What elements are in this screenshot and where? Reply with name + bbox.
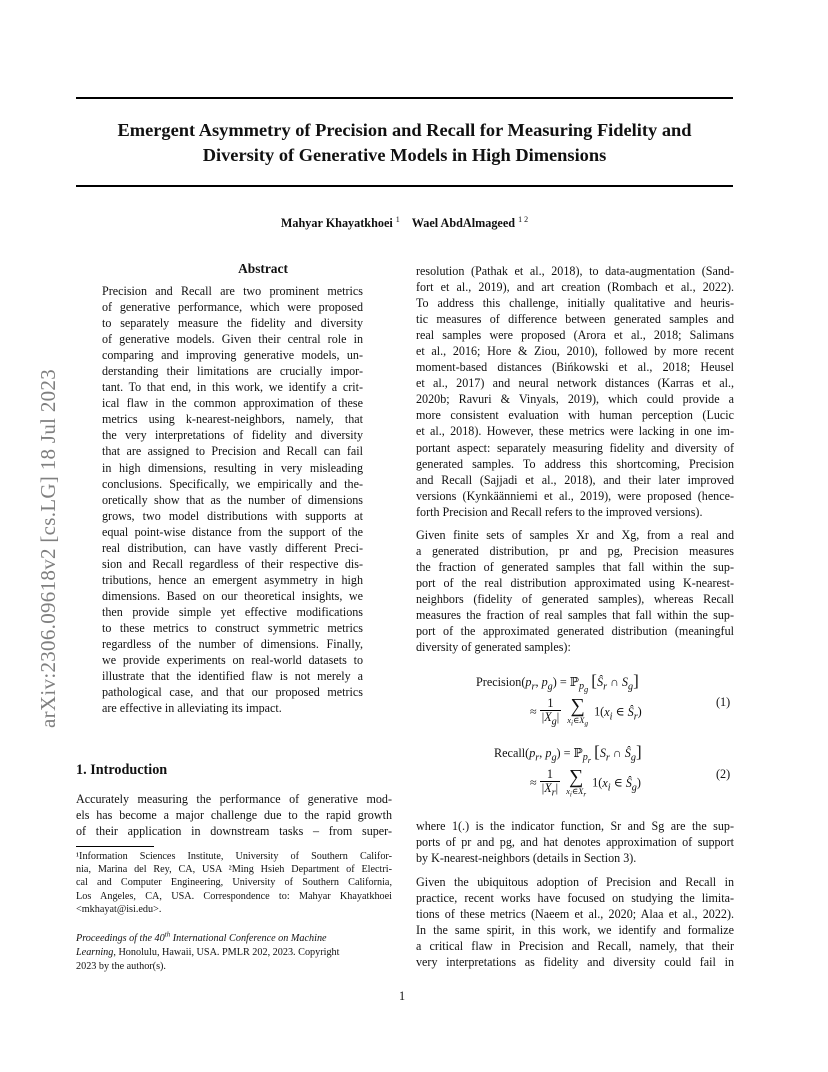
abstract-line: then provide simple yet effective modifications xyxy=(102,604,363,619)
abstract-line: tributions, hence an emergent asymmetry in high xyxy=(102,572,363,587)
abstract-line: pathological case, and that our proposed metrics xyxy=(102,685,363,700)
abstract-line: ical flaw in the common approximation of these xyxy=(102,396,363,411)
footnote-line: Los Angeles, CA, USA. Correspondence to: Mahyar Khayatkhoei xyxy=(76,890,392,902)
body-line: moment-based distances (Bińkowski et al., 2018; Heusel xyxy=(416,360,734,375)
intro-line: of their application in downstream tasks – from super- xyxy=(76,824,392,839)
top-rule xyxy=(76,97,733,99)
body-line: tions of these metrics (Naeem et al., 2020; Alaa et al., 2022). xyxy=(416,907,734,922)
body-line: fort et al., 2019), and art creation (Rombach et al., 2022). xyxy=(416,280,734,295)
footnote-line: ¹Information Sciences Institute, University of Southern Califor- xyxy=(76,851,392,862)
abstract-body xyxy=(102,283,363,716)
body-line: portant aspect: separately measuring fidelity and diversity of xyxy=(416,440,734,455)
footnote-line: cal and Computer Engineering, University of Southern California, xyxy=(76,877,392,889)
abstract-line: to separately measure the fidelity and diversity xyxy=(102,316,363,331)
abstract-line: sion and Recall regardless of their respective dis- xyxy=(102,556,363,571)
equation-number: (2) xyxy=(716,767,731,781)
author-affiliation: 1 2 xyxy=(518,215,529,224)
body-line: neighbors (fidelity of generated samples), whereas Recall xyxy=(416,591,734,606)
body-line: more consistent evaluation with human perception (Lucic xyxy=(416,408,734,423)
abstract-line: metrics using k-nearest-neighbors, namely, that xyxy=(102,412,363,427)
abstract-heading: Abstract xyxy=(238,261,288,276)
body-line: To address this challenge, initially qualitative and heuris- xyxy=(416,296,734,311)
proceedings-line: Learning, Honolulu, Hawaii, USA. PMLR 202, 2023. Copyright xyxy=(76,946,340,958)
abstract-line: derstanding their limitations are crucially impor- xyxy=(102,364,363,379)
abstract-line: dimensions. Based on our theoretical insights, we xyxy=(102,588,363,603)
right-column-text-after-eq xyxy=(416,818,734,866)
abstract-line: regardless of the number of dimensions. Finally, xyxy=(102,637,363,652)
abstract-line: Precision and Recall are two prominent metrics xyxy=(102,284,363,298)
body-line: et al., 2018). However, these metrics were lacking in one im- xyxy=(416,424,734,439)
abstract-line: conclusions. Specifically, we empirically and the- xyxy=(102,476,363,491)
abstract-line: real distribution, can have vastly different Preci- xyxy=(102,540,363,555)
abstract-line: we provide experiments on real-world datasets to xyxy=(102,653,363,668)
body-line: resolution (Pathak et al., 2018), to data-augmentation (Sand- xyxy=(416,264,734,278)
abstract-line: equal point-wise distance from the support of the xyxy=(102,524,363,539)
author-list xyxy=(76,215,733,231)
proceedings-line: Proceedings of the 40th International Conference on Machine xyxy=(76,931,327,945)
right-column-text xyxy=(416,263,734,655)
body-line: Given the ubiquitous adoption of Precision and Recall in xyxy=(416,875,734,889)
body-line: real samples were proposed (Arora et al., 2018; Salimans xyxy=(416,328,734,343)
equation-number: (1) xyxy=(716,695,731,709)
equation-recall: $Recall(p_r$, $p_g$) = ℙ$_{p_r}$ [$S_r$ ∩ $Ŝ_g$] xyxy=(494,742,642,766)
body-line: forth Precision and Recall refers to the improved versions). xyxy=(416,504,703,519)
body-line: very interpretations as fidelity and diversity could fail in xyxy=(416,955,734,970)
title-line: Emergent Asymmetry of Precision and Recall for Measuring Fidelity and xyxy=(117,120,692,140)
abstract-line: comparing and improving generative models, un- xyxy=(102,348,363,363)
intro-body xyxy=(76,791,392,839)
section-heading: 1. Introduction xyxy=(76,762,168,778)
abstract-line: in high dimensions, resulting in very misleading xyxy=(102,460,363,475)
bottom-title-rule xyxy=(76,185,733,187)
body-line: and Recall (Sajjadi et al., 2018), and their later improved xyxy=(416,472,734,487)
body-line: versions (Kynkäänniemi et al., 2019), were proposed (hence- xyxy=(416,488,734,503)
arxiv-identifier: arXiv:2306.09618v2 [cs.LG] 18 Jul 2023 xyxy=(36,368,60,728)
body-line: In the same spirit, in this work, we identify and formalize xyxy=(416,923,734,938)
proceedings-note xyxy=(76,929,392,973)
page-number: 1 xyxy=(399,989,406,1003)
abstract-line: tant. To that end, in this work, we identify a crit- xyxy=(102,380,363,395)
equation-precision-approx: ≈ $\frac{1}{|X_g|}$ ∑ $x_i\in X_g$ $1(x_i$ ∈ $Ŝ_r$) xyxy=(530,695,642,728)
body-line: the fraction of generated samples that fall within the sup- xyxy=(416,559,734,574)
abstract-line: of generative performance, which were proposed xyxy=(102,300,363,315)
body-line: where 1(.) is the indicator function, Sr and Sg are the sup- xyxy=(416,819,734,833)
equation-recall-approx: ≈ $\frac{1}{|X_r|}$ ∑ $x_i\in X_r$ $1(x_i$ ∈ $Ŝ_g$) xyxy=(530,766,641,799)
body-line: et al., 2016; Hore & Ziou, 2010), followed by more recent xyxy=(416,344,734,359)
abstract-line: grows, two model distributions with supports at xyxy=(102,508,363,523)
body-line: port of the real distribution approximated using K-nearest- xyxy=(416,575,734,590)
intro-line: Accurately measuring the performance of generative mod- xyxy=(76,792,392,806)
abstract-line: are effective in alleviating its impact. xyxy=(102,701,282,716)
body-line: tic measures of difference between generated samples and xyxy=(416,312,734,327)
abstract-line: that are assigned to Precision and Recall can fail xyxy=(102,444,363,459)
equation-precision: $Precision(p_r$, $p_g$) = ℙ$_{p_g}$ [$Ŝ_r$ ∩ $S_g$] xyxy=(476,671,639,695)
body-line: port of the approximated generated distribution (meaningful xyxy=(416,624,734,639)
body-line: by K-nearest-neighbors (details in Section 3). xyxy=(416,851,637,866)
footnote-rule xyxy=(76,846,154,847)
abstract-line: to these metrics to construct symmetric metrics xyxy=(102,620,363,635)
right-column-text-final xyxy=(416,874,734,970)
abstract-line: the very interpretations of fidelity and diversity xyxy=(102,428,363,443)
abstract-line: oretically show that as the number of dimensions xyxy=(102,492,363,507)
body-line: practice, recent works have focused on studying the limita- xyxy=(416,891,734,906)
paper-title xyxy=(76,118,733,168)
body-line: a critical flaw in Precision and Recall, namely, that their xyxy=(416,939,734,954)
abstract-line: of generative models. Given their central role in xyxy=(102,332,363,347)
body-line: generated samples. To address this shortcoming, Precision xyxy=(416,456,734,471)
author-name: Mahyar Khayatkhoei xyxy=(280,216,393,231)
body-line: ports of pr and pg, and hat denotes approximation of support xyxy=(416,835,734,850)
body-line: Given finite sets of samples Xr and Xg, from a real and xyxy=(416,527,734,542)
intro-line: els has become a major challenge due to the rapid growth xyxy=(76,808,392,823)
author-name: Wael AbdAlmageed xyxy=(411,216,516,231)
body-line: 2020b; Ravuri & Vinyals, 2019), which could provide a xyxy=(416,392,734,407)
title-line: Diversity of Generative Models in High Dimensions xyxy=(202,145,607,165)
author-affiliation: 1 xyxy=(395,215,400,224)
body-line: measures the fraction of real samples that fall within the sup- xyxy=(416,607,734,622)
footnote-line: <mkhayat@isi.edu>. xyxy=(76,903,162,915)
abstract-line: illustrate that the identified flaw is not merely a xyxy=(102,669,363,684)
body-line: a generated distribution, pr and pg, Precision measures xyxy=(416,543,734,558)
body-line: et al., 2017) and neural network distances (Karras et al., xyxy=(416,376,734,391)
footnote xyxy=(76,850,392,916)
body-line: diversity of generated samples): xyxy=(416,640,571,655)
footnote-line: nia, Marina del Rey, CA, USA ²Ming Hsieh Department of Electri- xyxy=(76,864,392,876)
proceedings-line: 2023 by the author(s). xyxy=(76,960,166,972)
